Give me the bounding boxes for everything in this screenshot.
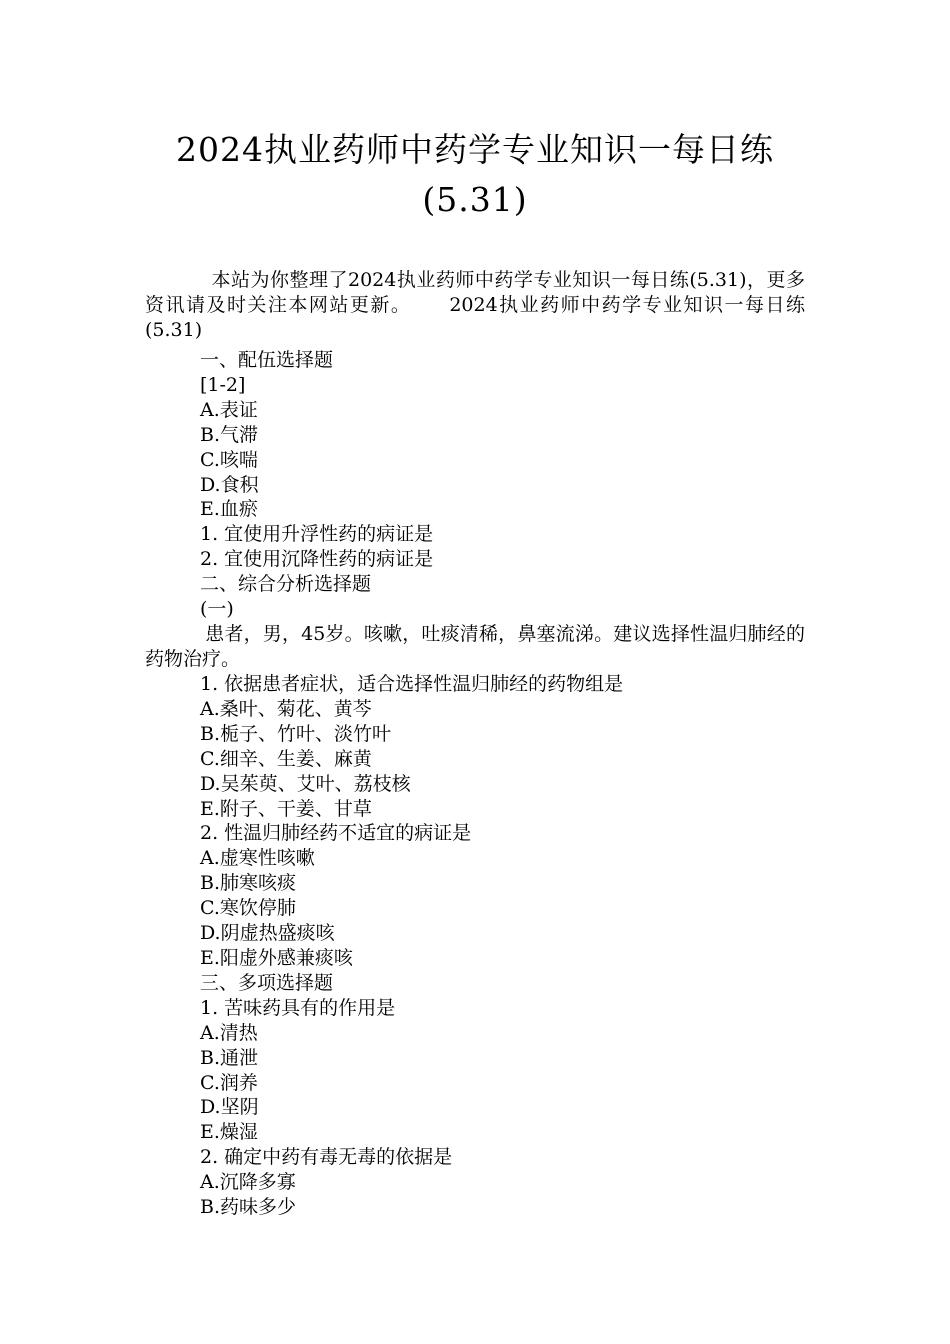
- option-item: C.润养: [200, 1071, 258, 1094]
- intro-paragraph: [145, 268, 805, 343]
- option-item: C.寒饮停肺: [200, 897, 296, 920]
- option-item: D.坚阴: [200, 1096, 259, 1119]
- section-heading: 二、综合分析选择题: [200, 573, 372, 596]
- option-item: B.栀子、竹叶、淡竹叶: [200, 722, 392, 745]
- section-heading: 三、多项选择题: [200, 971, 334, 994]
- intro-text: 本站为你整理了2024执业药师中药学专业知识一每日练(5.31)，更多资讯请及时关注本网站更新。: [145, 269, 805, 316]
- question-item: 2. 确定中药有毒无毒的依据是: [200, 1146, 453, 1169]
- section-heading: 一、配伍选择题: [200, 349, 334, 371]
- case-paragraph: [145, 622, 805, 672]
- question-item: 1. 依据患者症状，适合选择性温归肺经的药物组是: [200, 673, 624, 695]
- intro-text-repeat: 2024执业药师中药学专业知识一每日练(5.31): [145, 294, 805, 341]
- option-item: C.细辛、生姜、麻黄: [200, 747, 372, 770]
- document-title-line2: (5.31): [422, 180, 528, 219]
- document-title-line1: 2024执业药师中药学专业知识一每日练: [176, 130, 774, 169]
- option-item: D.吴茱萸、艾叶、荔枝核: [200, 772, 411, 795]
- question-item: 2. 性温归肺经药不适宜的病证是: [200, 822, 472, 845]
- option-item: A.桑叶、菊花、黄芩: [200, 697, 372, 720]
- question-item: 1. 宜使用升浮性药的病证是: [200, 523, 434, 546]
- option-item: A.虚寒性咳嗽: [200, 847, 315, 870]
- option-item: E.燥湿: [200, 1121, 258, 1144]
- section-2-3: [200, 672, 805, 1220]
- option-item: E.阳虚外感兼痰咳: [200, 946, 353, 969]
- option-item: B.药味多少: [200, 1196, 297, 1219]
- case-text: 患者，男，45岁。咳嗽，吐痰清稀，鼻塞流涕。建议选择性温归肺经的药物治疗。: [145, 623, 805, 670]
- option-item: B.气滞: [200, 423, 259, 446]
- option-item: A.表证: [200, 398, 258, 421]
- question-item: 1. 苦味药具有的作用是: [200, 996, 396, 1019]
- question-group-label: [1-2]: [200, 373, 246, 396]
- option-item: E.血瘀: [200, 498, 258, 521]
- option-item: B.肺寒咳痰: [200, 872, 297, 895]
- section-1: [200, 348, 805, 622]
- option-item: D.阴虚热盛痰咳: [200, 922, 335, 945]
- option-item: B.通泄: [200, 1046, 259, 1069]
- option-item: E.附子、干姜、甘草: [200, 797, 372, 820]
- option-item: A.沉降多寡: [200, 1171, 296, 1194]
- question-item: 2. 宜使用沉降性药的病证是: [200, 548, 434, 571]
- option-item: A.清热: [200, 1021, 258, 1044]
- option-item: D.食积: [200, 473, 259, 496]
- option-item: C.咳喘: [200, 448, 258, 471]
- question-group-label: (一): [200, 598, 234, 621]
